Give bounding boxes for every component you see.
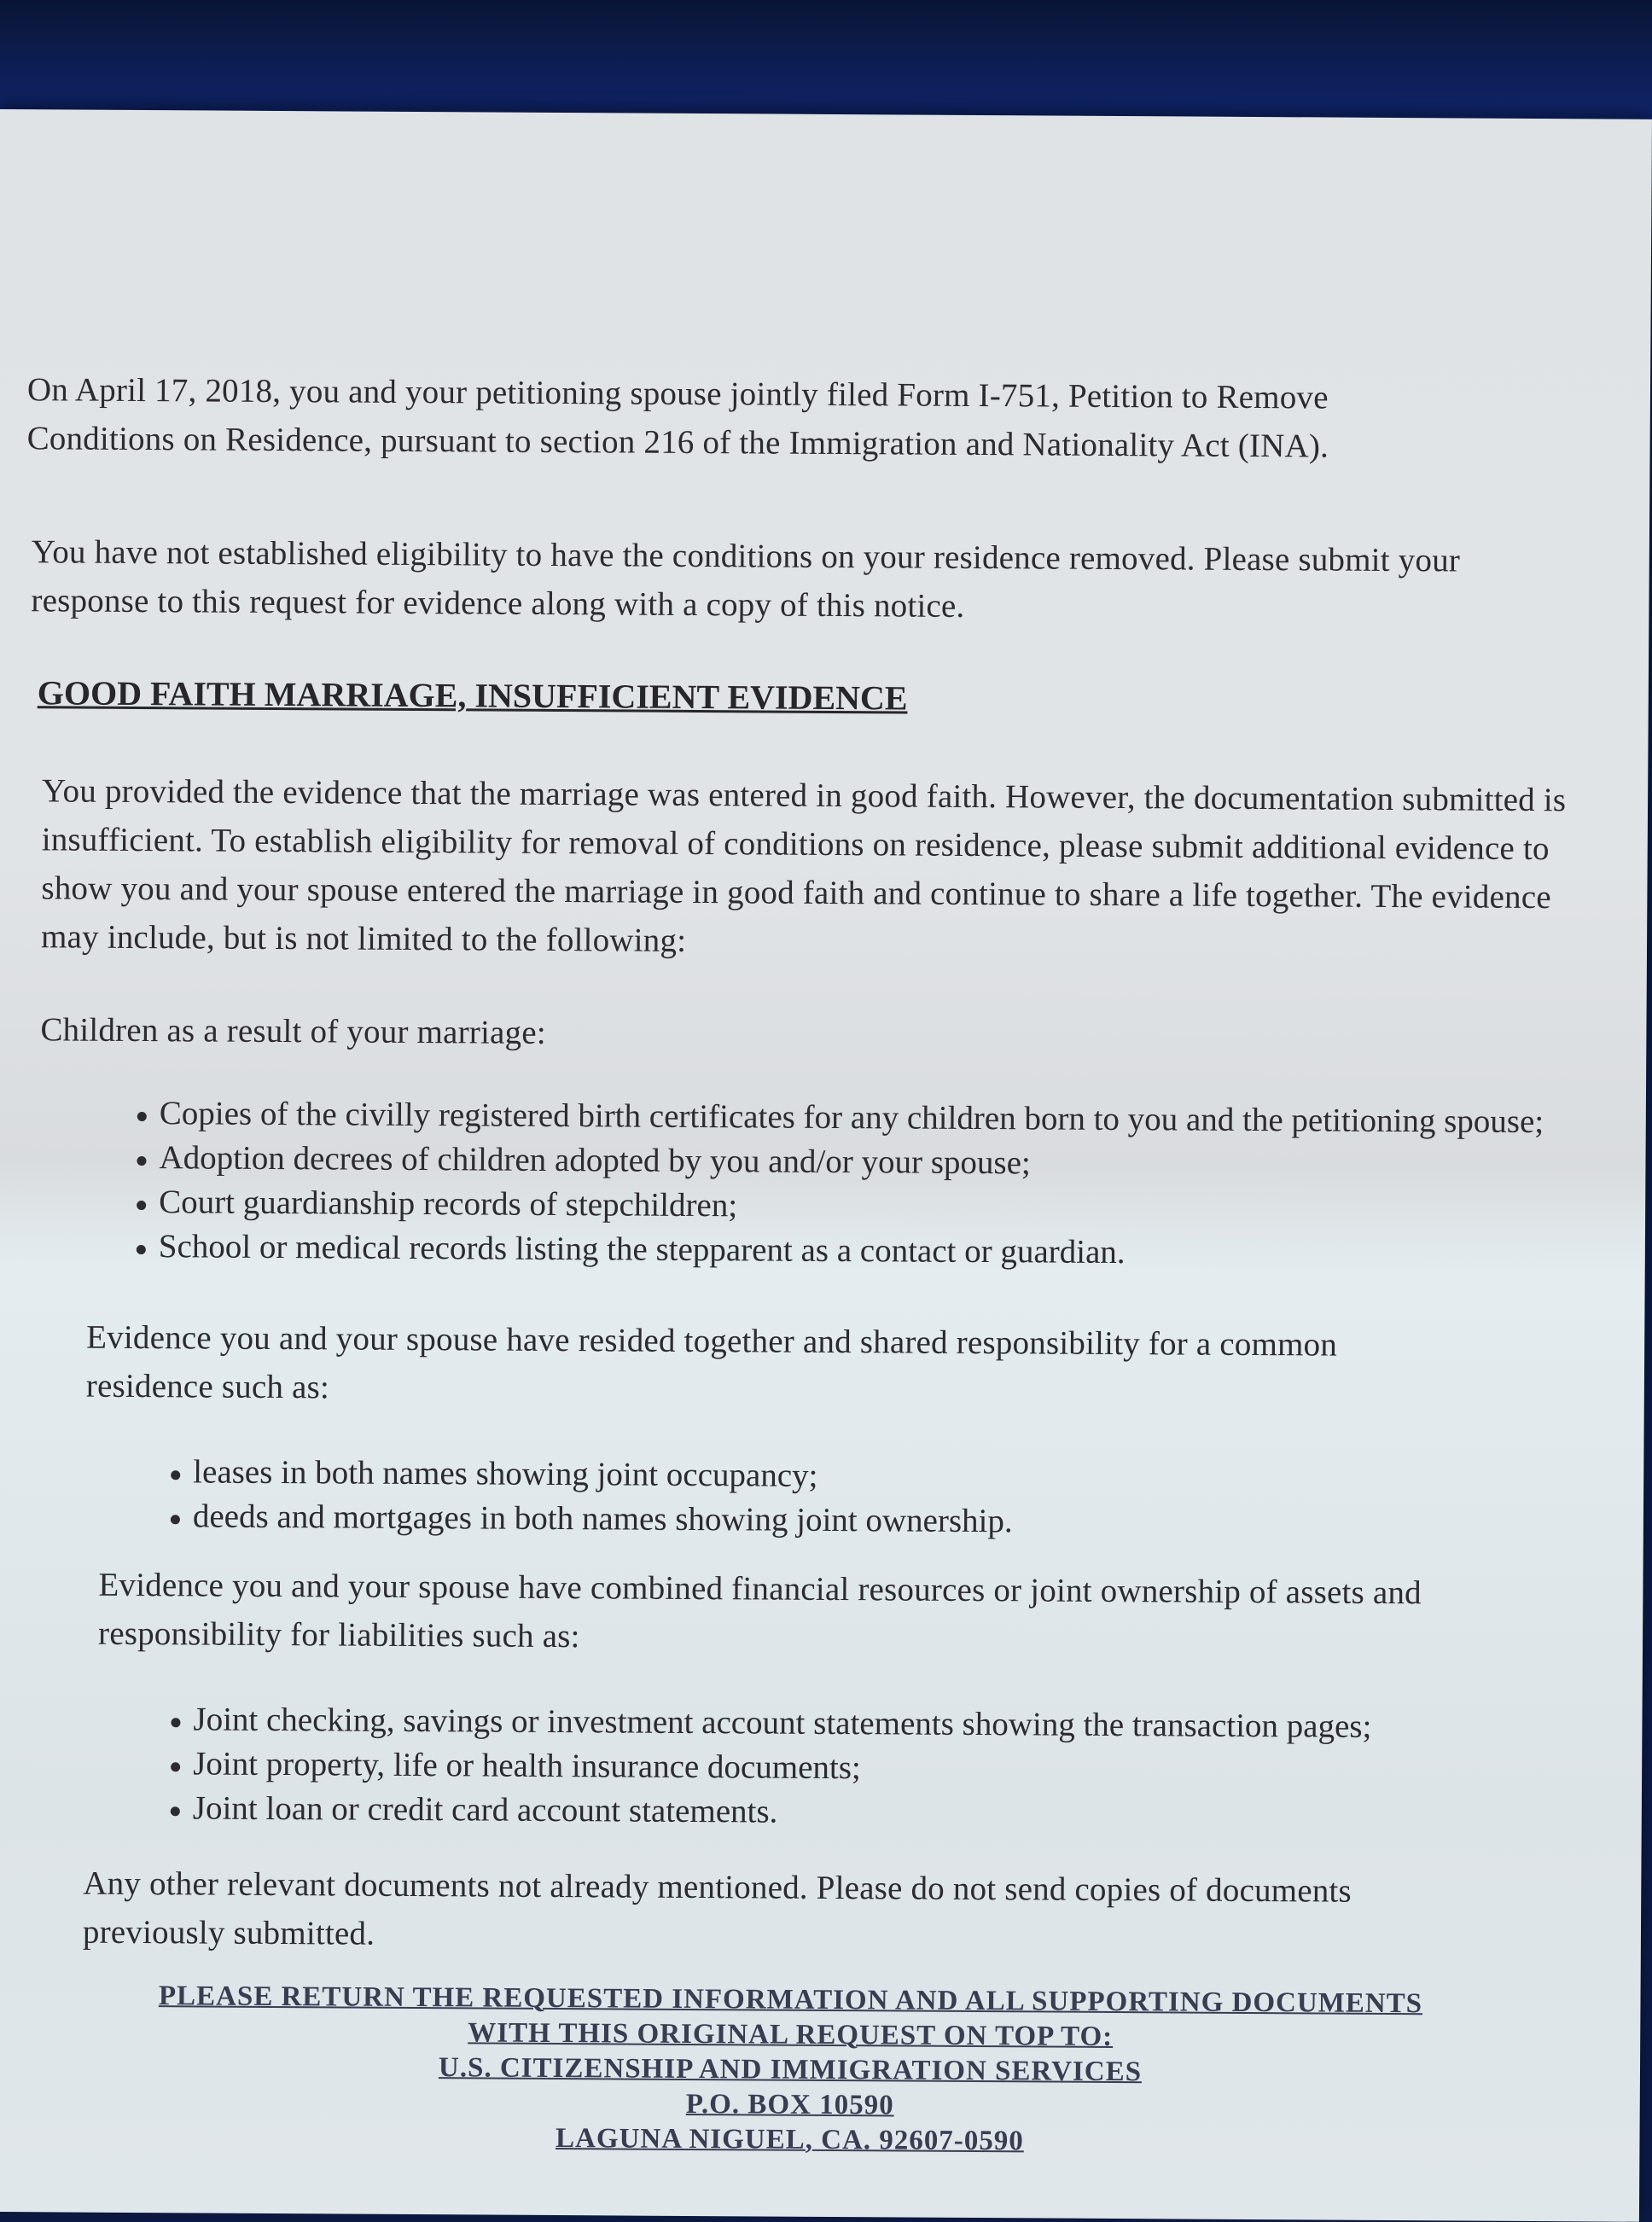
list-item: Joint loan or credit card account statements. — [171, 1786, 1570, 1839]
financial-list — [171, 1697, 1571, 1839]
agency-name: U.S. CITIZENSHIP AND IMMIGRATION SERVICES — [438, 2052, 1143, 2088]
list-item: leases in both names showing joint occupancy; — [171, 1450, 1451, 1502]
children-list — [137, 1091, 1579, 1277]
return-address-block — [38, 1978, 1541, 2162]
notice-page — [0, 109, 1652, 2222]
children-label: Children as a result of your marriage: — [40, 1011, 546, 1051]
list-item: Court guardianship records of stepchildren; — [137, 1180, 1579, 1233]
intro-paragraph-filing: On April 17, 2018, you and your petitioning spouse jointly filed Form I-751, Petition to Remove Conditions on Residence, pursuant to section 216 of the Immigration and Nationality Act (INA). — [26, 371, 1329, 465]
other-documents-paragraph: Any other relevant documents not already mentioned. Please do not send copies of documents previously submitted. — [82, 1864, 1352, 1952]
section-body: You provided the evidence that the marriage was entered in good faith. However, the documentation submitted is insufficient. To establish eligibility for removal of conditions on residence, please submit additional evidence to show you and your spouse entered the marriage in good faith and continue to share a life together. The evidence may include, but is not limited to the following: — [40, 772, 1567, 959]
list-item: Joint property, life or health insurance documents; — [171, 1742, 1570, 1794]
list-item: School or medical records listing the stepparent as a contact or guardian. — [137, 1224, 1579, 1277]
city-state-zip: LAGUNA NIGUEL, CA. 92607-0590 — [555, 2123, 1024, 2157]
list-item: Adoption decrees of children adopted by you and/or your spouse; — [137, 1136, 1579, 1189]
financial-label: Evidence you and your spouse have combined financial resources or joint ownership of assets and responsibility for liabilities such as: — [97, 1566, 1422, 1655]
residence-list — [171, 1450, 1451, 1546]
section-heading: GOOD FAITH MARRIAGE, INSUFFICIENT EVIDENCE — [37, 673, 908, 718]
residence-label: Evidence you and your spouse have resided together and shared responsibility for a common residence such as: — [85, 1318, 1338, 1406]
po-box: P.O. BOX 10590 — [685, 2088, 894, 2121]
footer-instruction-line: PLEASE RETURN THE REQUESTED INFORMATION AND ALL SUPPORTING DOCUMENTS — [158, 1981, 1423, 2020]
intro-paragraph-eligibility: You have not established eligibility to have the conditions on your residence removed. Please submit your response to this request for evidence along with a copy of this notice. — [31, 533, 1461, 625]
footer-instruction-line: WITH THIS ORIGINAL REQUEST ON TOP TO: — [468, 2017, 1114, 2053]
list-item: deeds and mortgages in both names showing joint ownership. — [171, 1494, 1451, 1546]
list-item: Joint checking, savings or investment account statements showing the transaction pages; — [171, 1697, 1570, 1750]
list-item: Copies of the civilly registered birth certificates for any children born to you and the petitioning spouse; — [137, 1091, 1579, 1144]
